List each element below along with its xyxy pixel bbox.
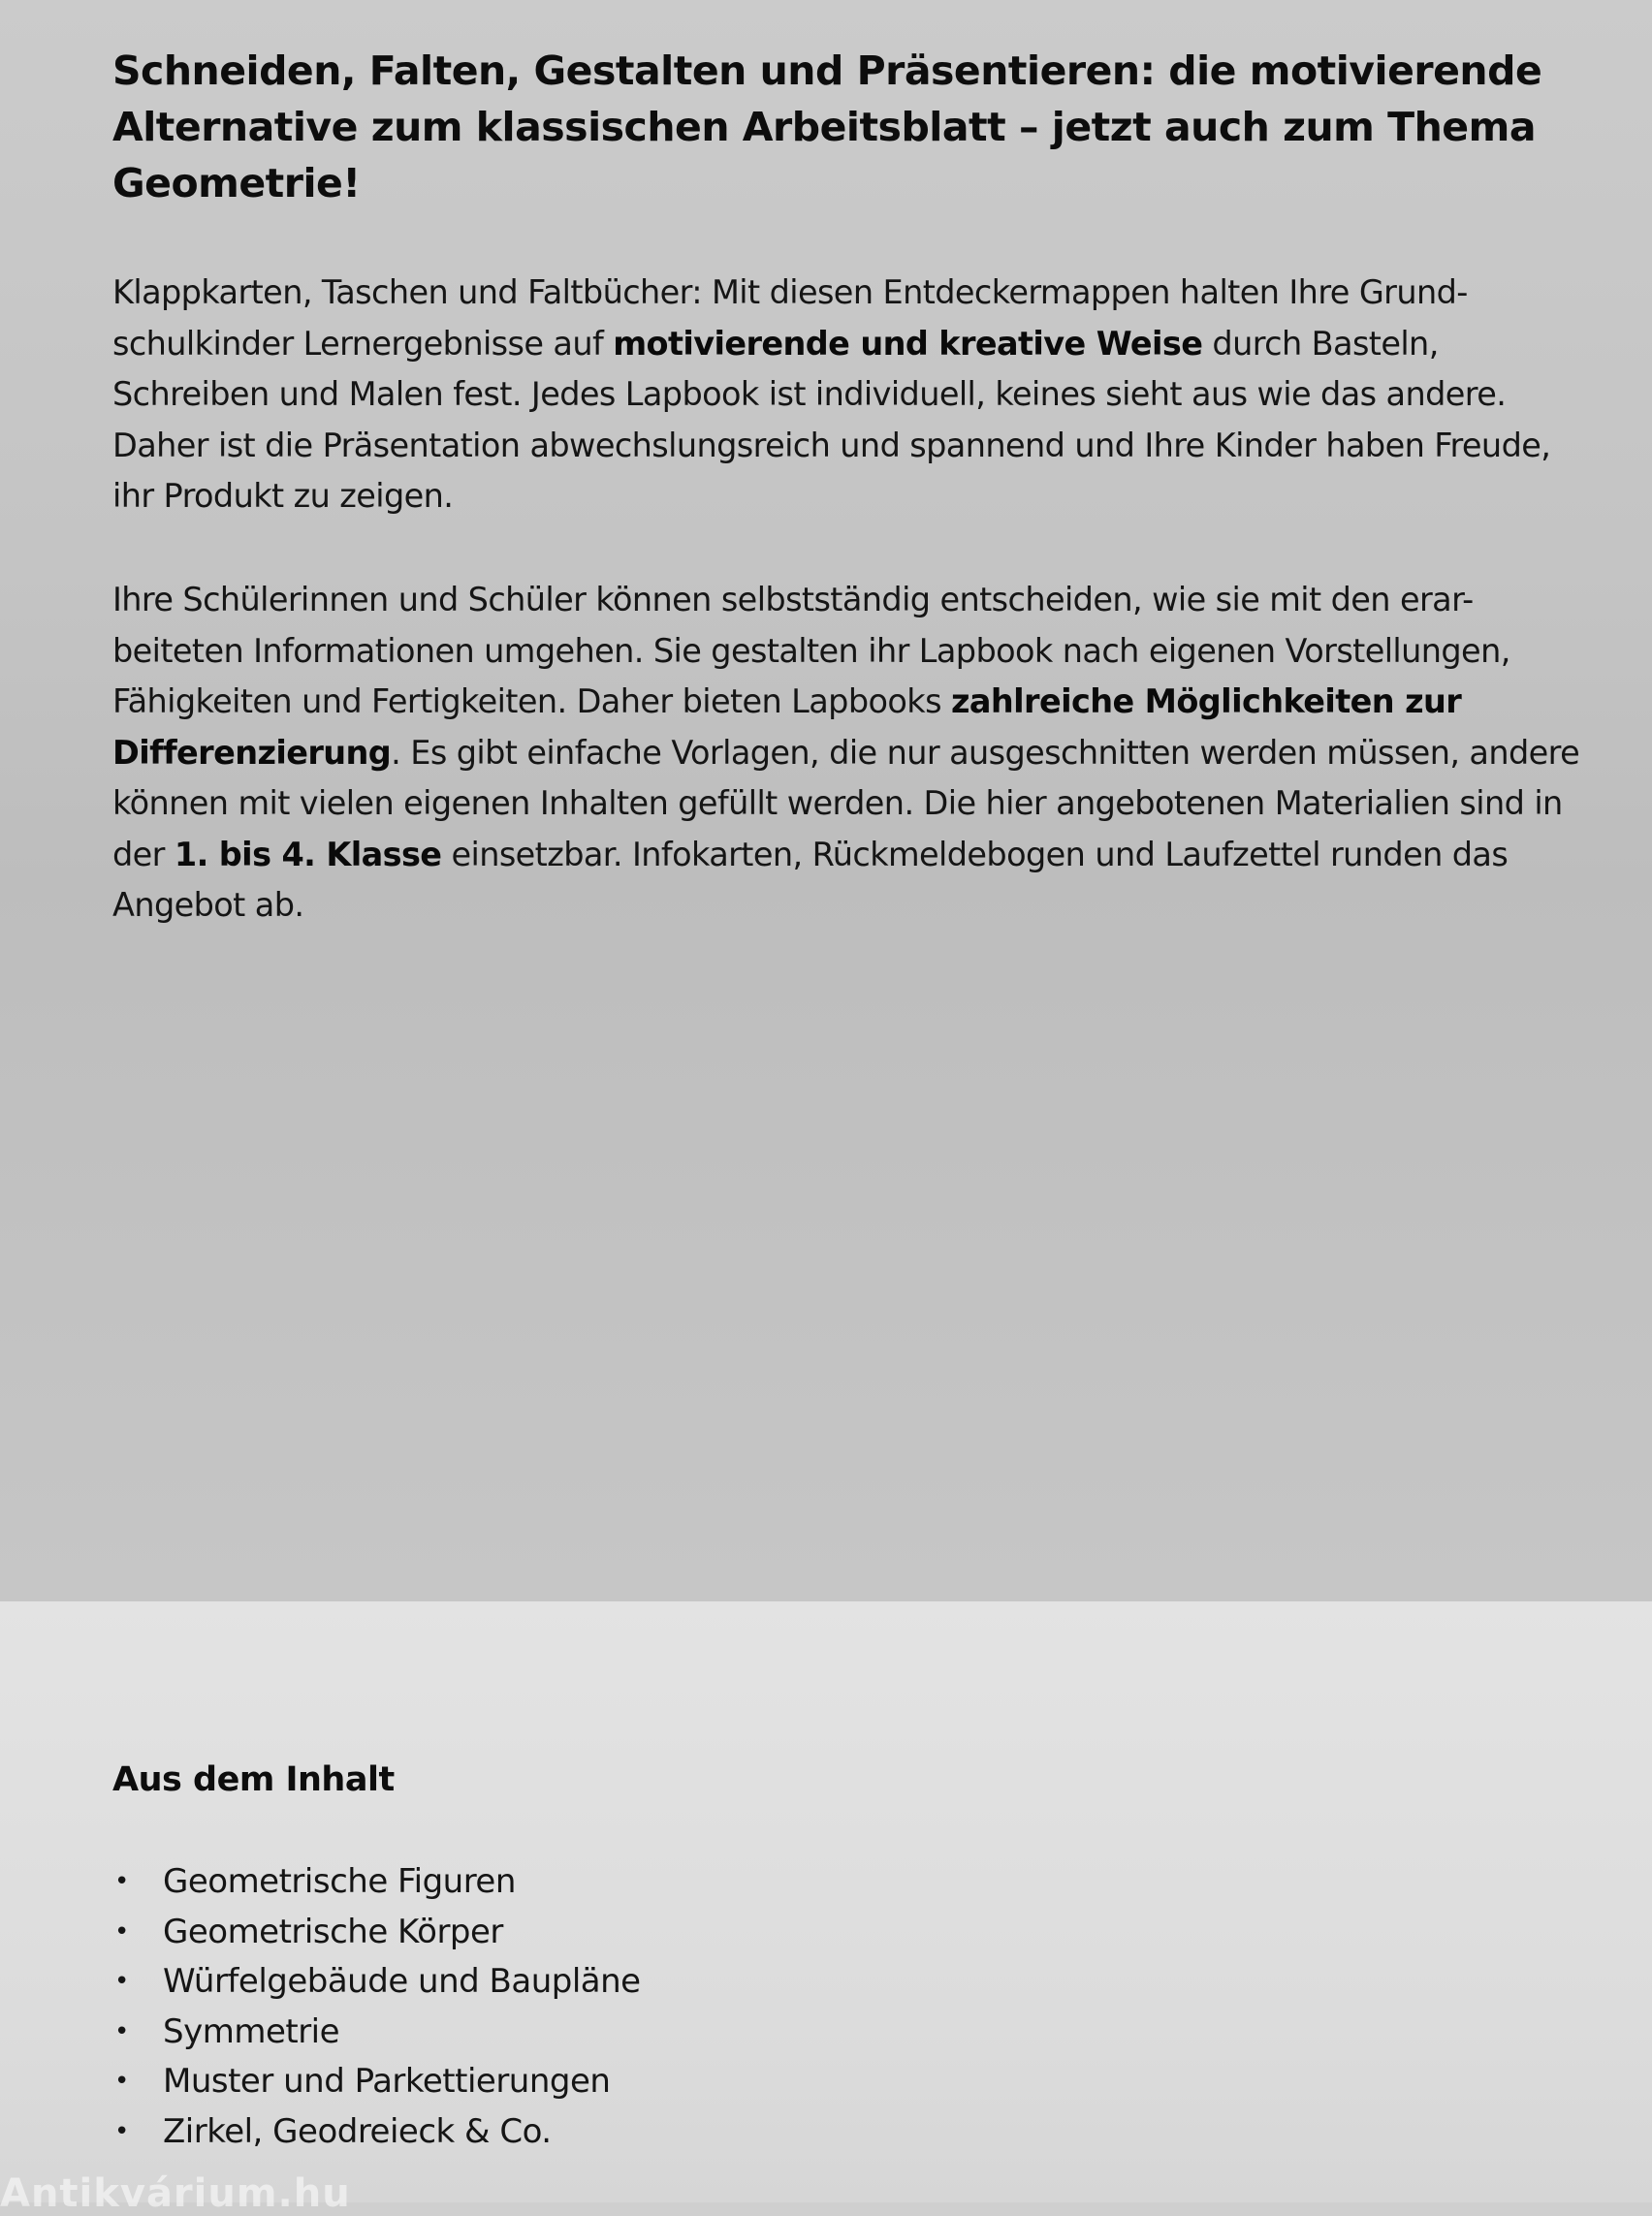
contents-heading: Aus dem Inhalt bbox=[112, 1760, 395, 1799]
grade-range: 1. bis 4. Klasse bbox=[174, 835, 442, 873]
list-item bbox=[112, 2057, 641, 2107]
bullet-icon: • bbox=[114, 1867, 129, 1896]
list-item-label: Geometrische Körper bbox=[163, 1912, 503, 1951]
contents-list bbox=[112, 1857, 641, 2157]
list-item-label: Symmetrie bbox=[163, 2011, 340, 2051]
list-item-label: Geometrische Figuren bbox=[163, 1862, 516, 1901]
watermark: Antikvárium.hu bbox=[0, 2171, 351, 2216]
intro-emphasis: motivierende und kreative Weise bbox=[613, 324, 1203, 363]
bullet-icon: • bbox=[114, 2067, 129, 2096]
diff-text-1: Ihre Schülerinnen und Schüler können selbstständig entscheiden, wie sie mit den erar-beiteten Informationen umgehen. Sie gestalten ihr Lapbook nach eigenen Vorstellungen, Fähigkeiten und Fertigkeiten. Daher bieten Lapbooks bbox=[112, 581, 1510, 720]
headline: Schneiden, Falten, Gestalten und Präsentieren: die motivierende Alternative zum klassischen Arbeitsblatt – jetzt auch zum Thema Geometrie! bbox=[112, 47, 1542, 206]
bullet-icon: • bbox=[114, 1967, 129, 1996]
list-item-label: Würfelgebäude und Baupläne bbox=[163, 1962, 641, 2001]
bullet-icon: • bbox=[114, 1916, 129, 1947]
diff-emphasis: zahlreiche Möglichkeiten zur Differenzierung bbox=[112, 682, 1462, 772]
list-item-label: Zirkel, Geodreieck & Co. bbox=[163, 2111, 552, 2151]
list-item bbox=[112, 1957, 641, 2008]
bullet-icon: • bbox=[114, 2116, 129, 2146]
list-item bbox=[112, 2008, 641, 2058]
intro-text-1: Klappkarten, Taschen und Faltbücher: Mit diesen Entdeckermappen halten Ihre Grund-schulkinder Lernergebnisse auf bbox=[112, 273, 1468, 363]
list-item bbox=[112, 2107, 641, 2158]
diff-text-2: . Es gibt einfache Vorlagen, die nur ausgeschnitten werden müssen, andere können mit vielen eigenen Inhalten gefüllt werden. Die hier angebotenen Materialien sind in der bbox=[112, 733, 1580, 873]
differentiation-paragraph bbox=[112, 575, 1586, 932]
bullet-icon: • bbox=[114, 2016, 129, 2046]
intro-text-2: durch Basteln, Schreiben und Malen fest. Jedes Lapbook ist individuell, keines sieht aus wie das andere. Daher ist die Präsentation abwechslungsreich und spannend und Ihre Kinder haben Freude, ihr Produkt zu zeigen. bbox=[112, 324, 1551, 515]
diff-text-3: einsetzbar. Infokarten, Rückmeldebogen und Laufzettel runden das Angebot ab. bbox=[112, 835, 1509, 924]
intro-paragraph bbox=[112, 268, 1586, 522]
list-item-label: Muster und Parkettierungen bbox=[163, 2062, 611, 2101]
list-item bbox=[112, 1857, 641, 1908]
list-item bbox=[112, 1908, 641, 1958]
